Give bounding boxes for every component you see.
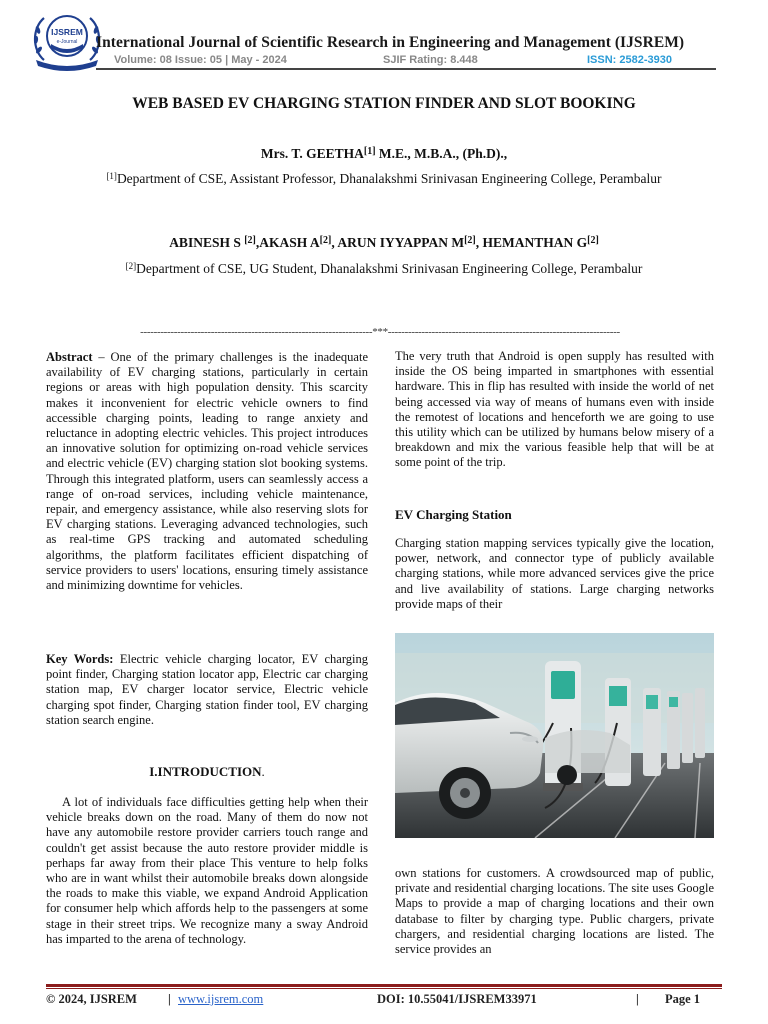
keywords-text: Electric vehicle charging locator, EV charging point finder, Charging station locator app, Electric car charging station map, EV charger locator service, Electric vehicle charging spot finder, Charging station finder tool, EV charging station search engine. [46,652,368,727]
introduction-heading-text: I.INTRODUCTION [149,764,262,779]
page-number: Page 1 [665,992,701,1006]
co-author-sup: [2] [319,235,332,246]
affiliation-1-text: Department of CSE, Assistant Professor, Dhanalakshmi Srinivasan Engineering College, Perambalur [116,171,662,186]
keywords [46,652,368,728]
affiliation-1 [60,170,708,187]
abstract-label: Abstract [46,350,93,364]
introduction-text: A lot of individuals face difficulties getting help when their vehicle breaks down on the road. Many of them do now not have any automobile restore provider carriers touch range and couldn't get assist because the auto restore provider middle is perhaps far away from their place This venture to help folks who are in want whilst their automobile breaks down alongside the roads to make this viable, we expand Android Application for consumer help which affords help to the passengers at some stage in their street trips. We recognize many a sway Android has imparted to the arena of technology. [46,795,368,946]
co-author-name: ,AKASH A [255,235,320,250]
abstract-text: – One of the primary challenges is the inadequate availability of EV charging stations, particularly in certain regions or areas with high population density. This scarcity makes it inconvenient for electric vehicle owners to find accessible charging points, leading to range anxiety and reluctance in adopting electric vehicles. This project introduces an innovative solution for optimizing on-road vehicle services and electric vehicle (EV) charging station slot booking systems. Through this integrated platform, users can seamlessly access a range of on-road services, including vehicle maintenance, repair, and emergency assistance, while also reserving slots for EV charging stations. Leveraging advanced technologies, such as real-time GPS tracking and automated scheduling algorithms, the platform facilitates efficient dispatching of service providers to users' locations, ensuring timely assistance and minimizing downtime for vehicles. [46,350,368,593]
abstract [46,350,368,593]
journal-logo [30,10,104,72]
footer-rule [46,984,722,987]
footer-separator: | [168,992,171,1006]
co-author-sup: [2] [587,235,599,246]
main-author-degrees: M.E., M.B.A., (Ph.D)., [375,146,508,161]
footer-website-link[interactable]: www.ijsrem.com [178,992,264,1006]
header-divider [96,68,716,70]
co-author-name: , HEMANTHAN G [475,235,588,250]
co-authors [60,234,708,251]
section-divider: ---------------------------------------------------------------------***--------------------------------------------------------------------- [140,326,620,338]
logo-subtext: e-Journal [56,39,78,45]
co-author-sup: [2] [244,235,256,246]
paper-title: WEB BASED EV CHARGING STATION FINDER AND SLOT BOOKING [132,95,636,112]
body-paragraph: Charging station mapping services typically give the location, power, network, and connector type of publicly available charging stations, while more advanced services give the price and live availability of stations. Large charging networks provide maps of their [395,536,714,611]
introduction-heading-suffix: . [261,764,265,779]
keywords-label: Key Words: [46,652,114,666]
journal-title: International Journal of Scientific Research in Engineering and Management (IJSREM) [96,34,685,51]
co-author-name: , ARUN IYYAPPAN M [331,235,465,250]
ev-charging-station-photo [395,633,714,838]
footer-doi: DOI: 10.55041/IJSREM33971 [377,992,537,1006]
body-paragraph: own stations for customers. A crowdsourced map of public, private and residential charging locations. The site uses Google Maps to provide a map of charging locations and their own database to filter by charging type. Public chargers, private chargers, and residential charging locations are listed. The service provides an [395,866,714,957]
footer-copyright: © 2024, IJSREM [46,992,137,1006]
introduction-heading [46,764,368,780]
co-author-name: ABINESH S [169,235,245,250]
co-author-sup: [2] [464,235,476,246]
volume-issue: Volume: 08 Issue: 05 | May - 2024 [114,54,287,66]
main-author-name: Mrs. T. GEETHA [260,146,364,161]
footer-rule [46,988,722,989]
affiliation-2-text: Department of CSE, UG Student, Dhanalakshmi Srinivasan Engineering College, Perambalur [136,261,643,276]
issn: ISSN: 2582-3930 [587,54,672,66]
affiliation-1-sup: [1] [106,171,117,181]
affiliation-2 [60,260,708,277]
affiliation-2-sup: [2] [125,261,137,271]
main-author-sup: [1] [363,146,376,157]
main-author [60,145,708,162]
section-heading-ev-charging: EV Charging Station [395,507,512,522]
body-paragraph: The very truth that Android is open supply has resulted with inside the OS being imparted in smartphones with essential hardware. This in flip has resulted with inside the world of net being accessed via way of means of humans even with inside the remotest of locations and henceforth we are going to use this utility which can be utilized by humans below misery of a breakdown and mix the various feasible help that will be at some point of the trip. [395,349,714,470]
sjif-rating: SJIF Rating: 8.448 [383,54,478,66]
logo-text: IJSREM [51,27,83,37]
footer-separator: | [636,992,639,1006]
